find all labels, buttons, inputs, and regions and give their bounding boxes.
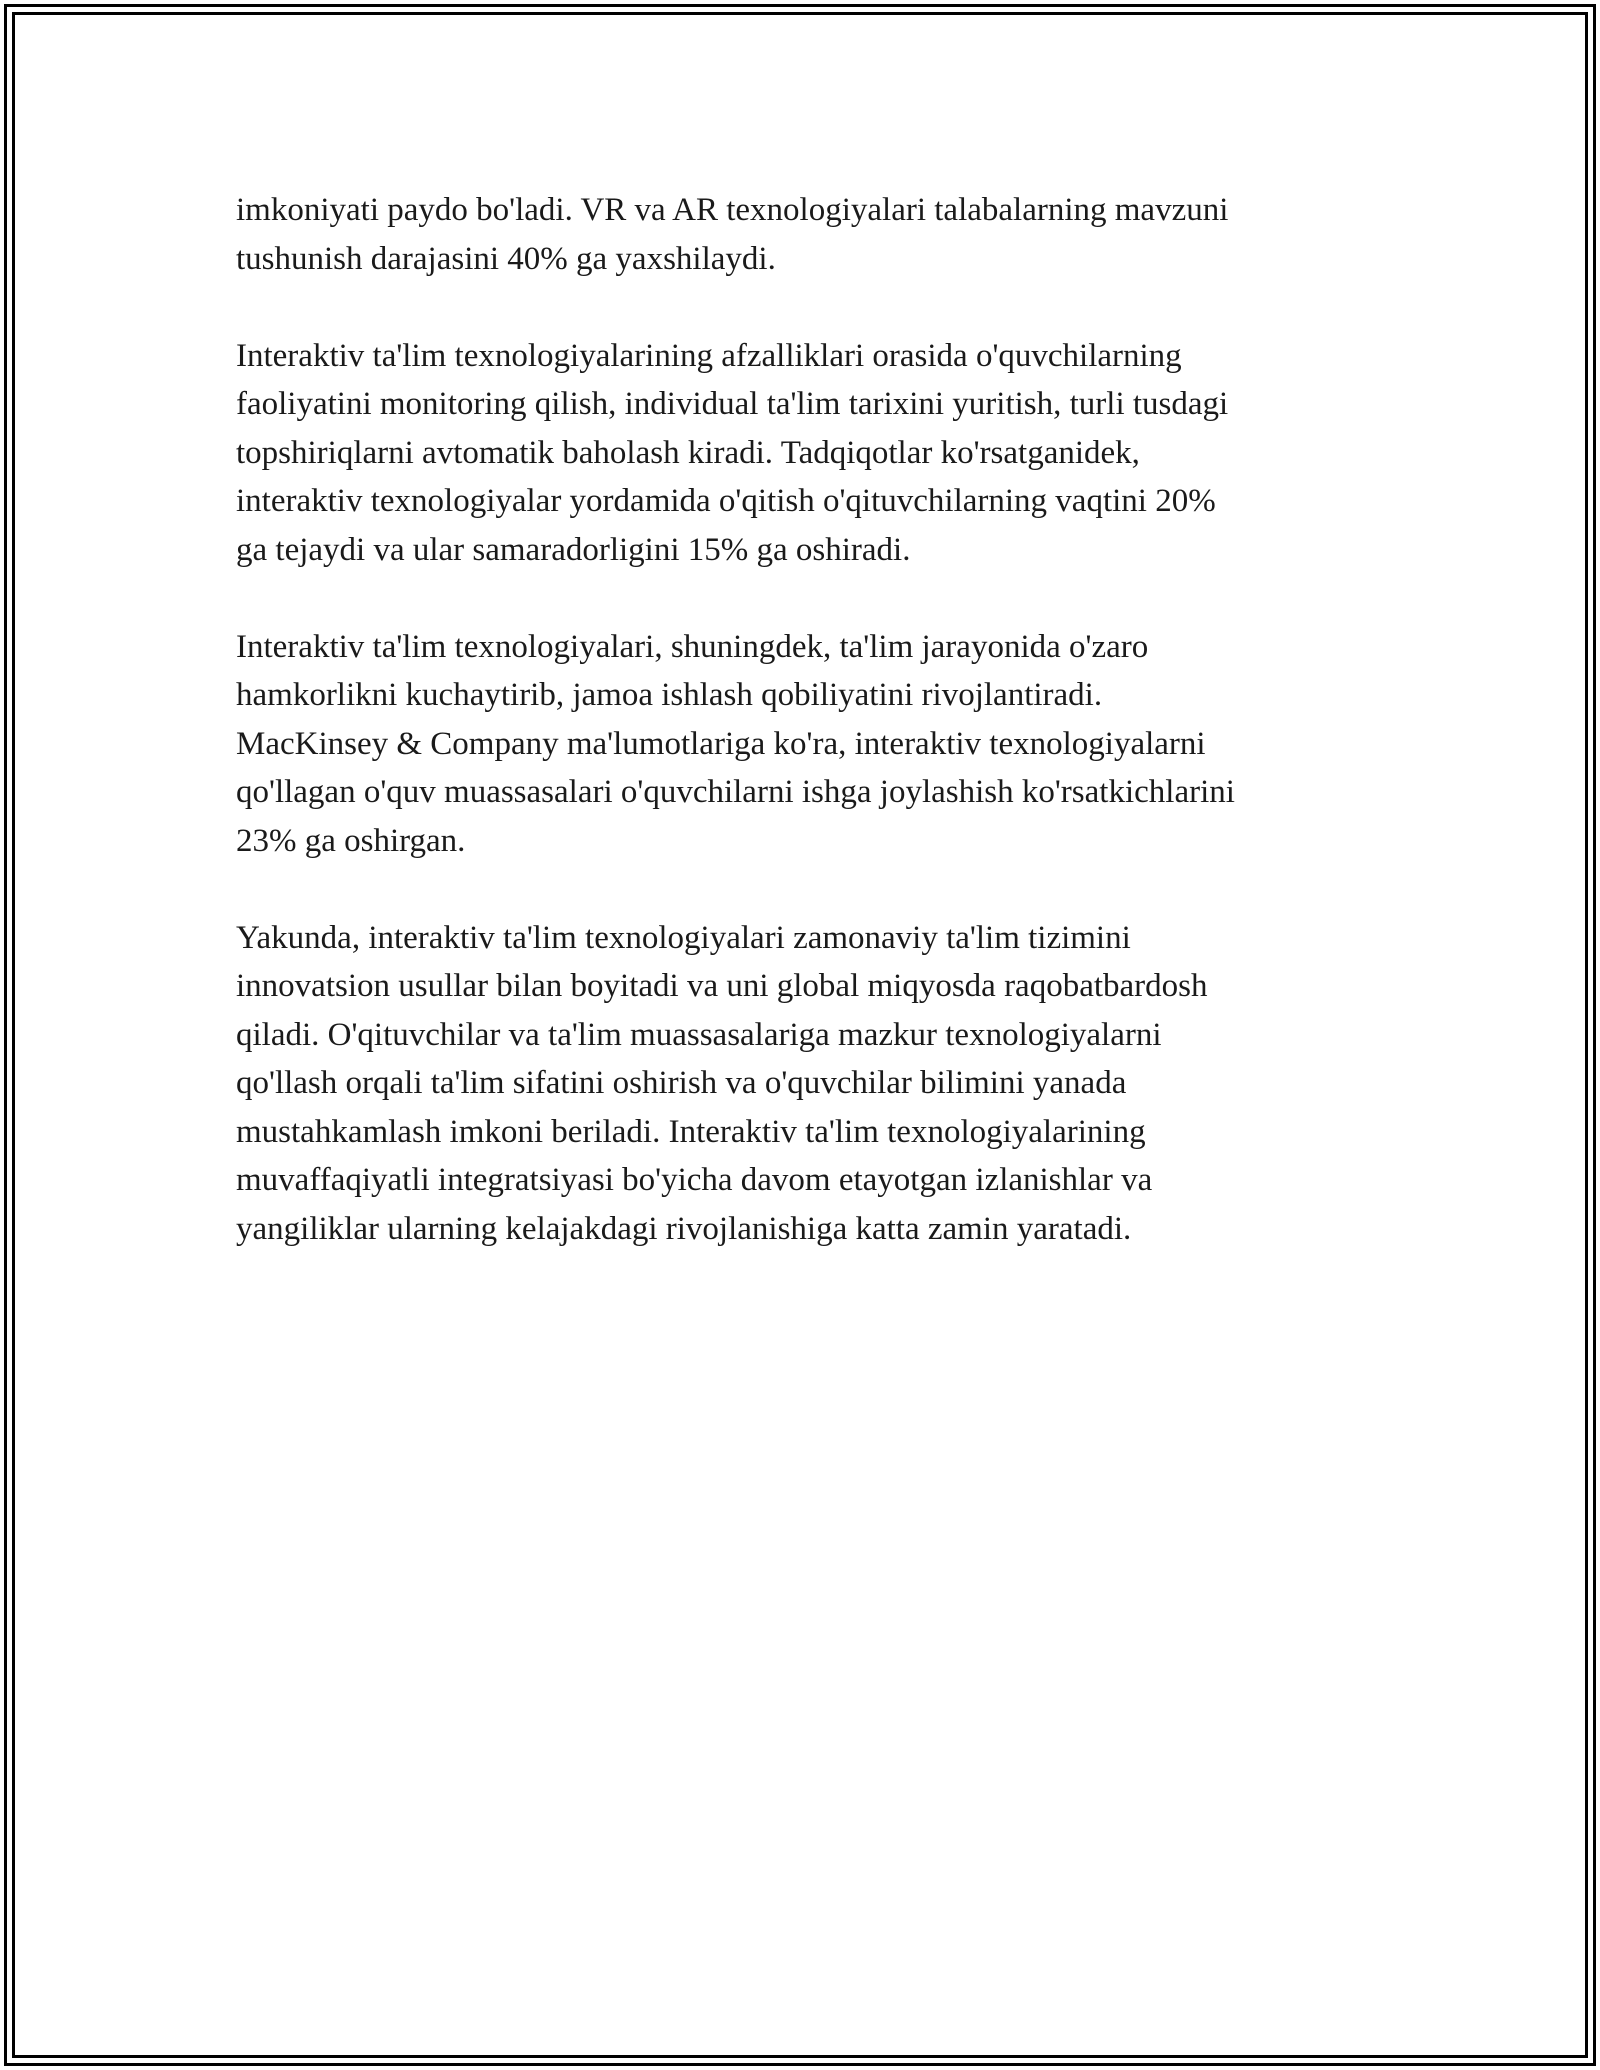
paragraph-1: imkoniyati paydo bo'ladi. VR va AR texnologiyalari talabalarning mavzuni tushunish darajasini 40% ga yaxshilaydi.: [236, 192, 1229, 277]
document-body: [236, 186, 1364, 1302]
paragraph-4: Yakunda, interaktiv ta'lim texnologiyalari zamonaviy ta'lim tizimini innovatsion usullar bilan boyitadi va uni global miqyosda raqobatbardosh qiladi. O'qituvchilar va ta'lim muassasalariga mazkur texnologiyalarni qo'llash orqali ta'lim sifatini oshirish va o'quvchilar bilimini yanada mustahkamlash imkoni beriladi. Interaktiv ta'lim texnologiyalarining muvaffaqiyatli integratsiyasi bo'yicha davom etayotgan izlanishlar va yangiliklar ularning kelajakdagi rivojlanishiga katta zamin yaratadi.: [236, 919, 1208, 1247]
paragraph-2: Interaktiv ta'lim texnologiyalarining afzalliklari orasida o'quvchilarning faoliyatini monitoring qilish, individual ta'lim tarixini yuritish, turli tusdagi topshiriqlarni avtomatik baholash kiradi. Tadqiqotlar ko'rsatganidek, interaktiv texnologiyalar yordamida o'qitish o'qituvchilarning vaqtini 20% ga tejaydi va ular samaradorligini 15% ga oshiradi.: [236, 337, 1229, 568]
paragraph-3: Interaktiv ta'lim texnologiyalari, shuningdek, ta'lim jarayonida o'zaro hamkorlikni kuchaytirib, jamoa ishlash qobiliyatini rivojlantiradi. MacKinsey & Company ma'lumotlariga ko'ra, interaktiv texnologiyalarni qo'llagan o'quv muassasalari o'quvchilarni ishga joylashish ko'rsatkichlarini 23% ga oshirgan.: [236, 628, 1235, 859]
